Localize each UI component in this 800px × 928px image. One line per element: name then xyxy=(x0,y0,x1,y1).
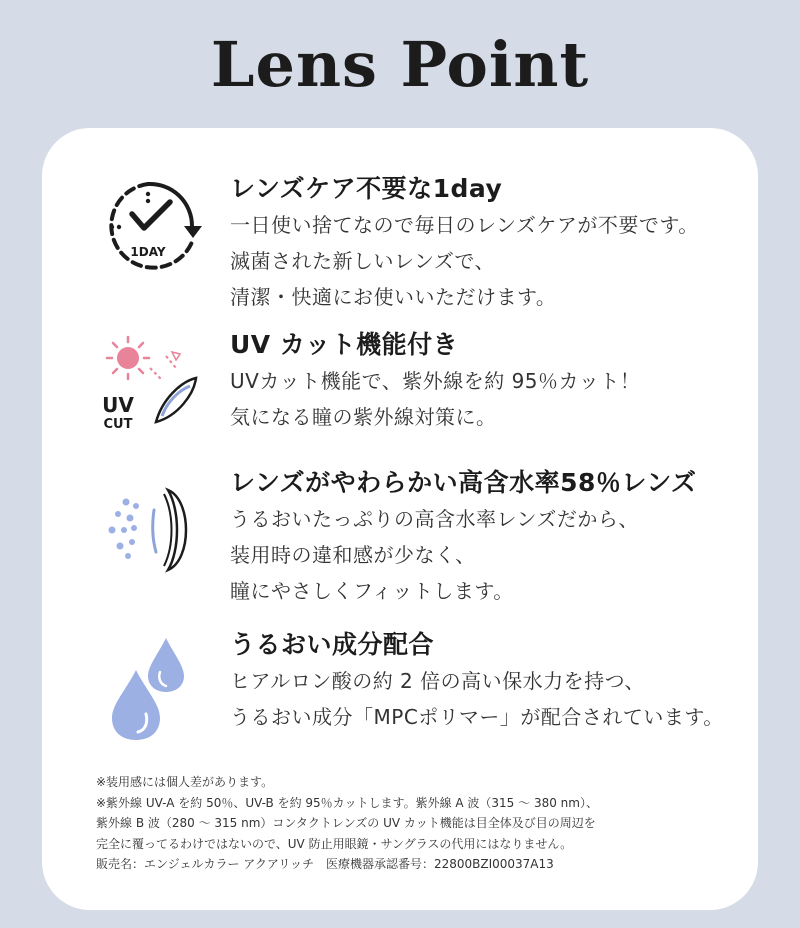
1day-label: 1DAY xyxy=(130,245,166,259)
feature-1day-text xyxy=(230,172,699,314)
uv-label: UV xyxy=(102,393,134,417)
feature-line: 瞳にやさしくフィットします。 xyxy=(230,579,514,603)
page-title: Lens Point xyxy=(210,28,590,101)
footnote-line: ※紫外線 UV-A を約 50％、UV-B を約 95％カットします。紫外線 A 波（315 〜 380 nm）、 xyxy=(96,795,598,810)
moisture-dots-icon xyxy=(109,499,140,560)
feature-line: うるおいたっぷりの高含水率レンズだから、 xyxy=(230,507,639,531)
moist-lens-icon xyxy=(102,480,202,584)
feature-line: 滅菌された新しいレンズで、 xyxy=(230,249,495,273)
sun-icon xyxy=(107,337,149,379)
lens-side-icon xyxy=(153,490,186,570)
footnote-line: 完全に覆ってるわけではないので、UV 防止用眼鏡・サングラスの代用にはなりません。 xyxy=(96,836,573,851)
feature-line: ヒアルロン酸の約 2 倍の高い保水力を持つ、 xyxy=(230,669,645,693)
footnote-line: 販売名：エンジェルカラー アクアリッチ 医療機器承認番号：22800BZI00037A13 xyxy=(96,857,554,871)
water-drops-icon xyxy=(108,634,208,748)
feature-heading: UV カット機能付き xyxy=(230,330,459,359)
footnote-line: 紫外線 B 波（280 〜 315 nm）コンタクトレンズの UV カット機能は目全体及び目の周辺を xyxy=(96,816,596,830)
feature-line: 装用時の違和感が少なく、 xyxy=(230,543,476,567)
lens-icon xyxy=(156,378,196,422)
1day-clock-icon xyxy=(96,172,216,286)
feature-high-water-text xyxy=(230,466,697,608)
feature-heading: レンズケア不要な1day xyxy=(230,174,503,203)
feature-line: うるおい成分「MPCポリマー」が配合されています。 xyxy=(230,705,724,729)
feature-heading: レンズがやわらかい高含水率58％レンズ xyxy=(230,468,697,497)
feature-line: 清潔・快適にお使いいただけます。 xyxy=(230,285,557,309)
lens-point-card xyxy=(42,128,758,910)
feature-heading: うるおい成分配合 xyxy=(230,630,435,659)
feature-line: 気になる瞳の紫外線対策に。 xyxy=(230,405,497,429)
feature-line: 一日使い捨てなので毎日のレンズケアが不要です。 xyxy=(230,213,699,237)
feature-line: UVカット機能で、紫外線を約 95％カット！ xyxy=(230,369,641,393)
footnote-line: ※装用感には個人差があります。 xyxy=(96,775,274,789)
uv-cut-icon xyxy=(100,330,210,444)
cut-label: CUT xyxy=(103,417,133,432)
feature-moisture-text xyxy=(230,628,724,734)
feature-uv-cut-text xyxy=(230,328,640,434)
footnotes xyxy=(96,772,598,875)
